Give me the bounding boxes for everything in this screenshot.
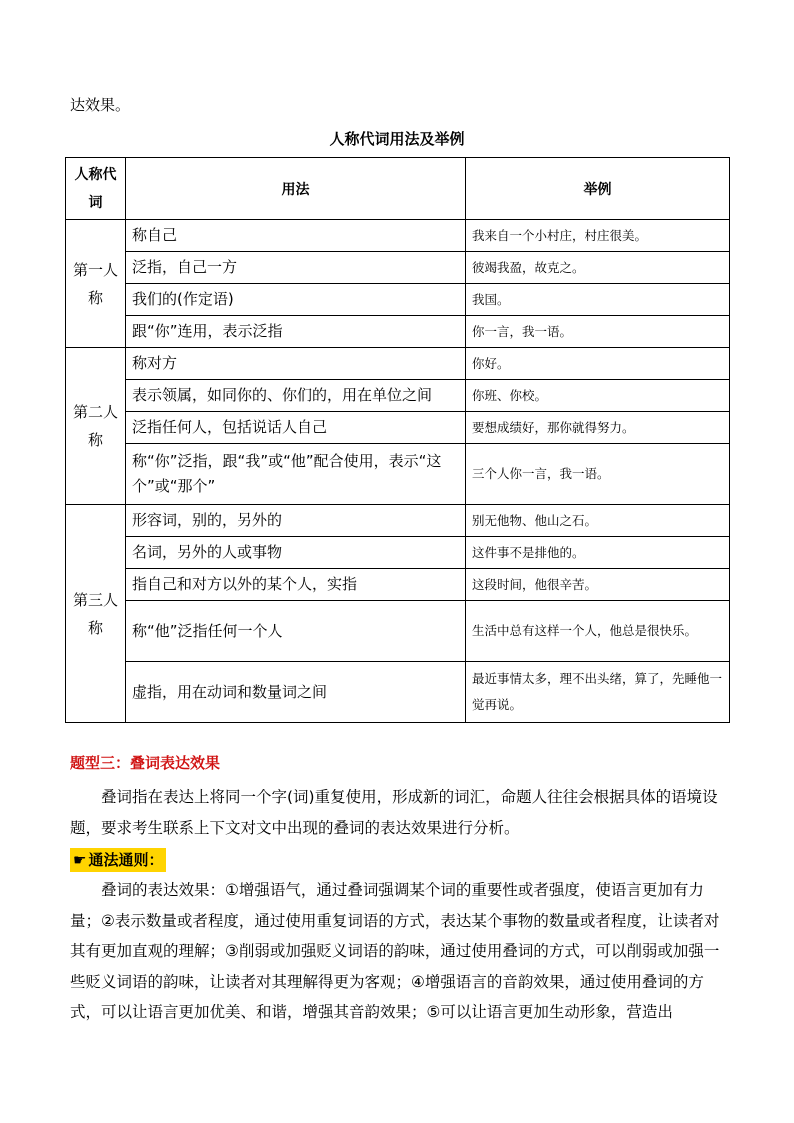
example-cell: 我国。 (466, 284, 730, 316)
usage-cell: 我们的(作定语) (126, 284, 466, 316)
usage-cell: 称“你”泛指，跟“我”或“他”配合使用，表示“这个”或“那个” (126, 444, 466, 505)
usage-cell: 跟“你”连用，表示泛指 (126, 316, 466, 348)
section-body: 叠词的表达效果：①增强语气，通过叠词强调某个词的重要性或者强度，使语言更加有力量；②表示数量或者程度，通过使用重复词语的方式，表达某个事物的数量或者程度，让读者对其有更加直观的理解；③削弱或加强贬义词语的韵味，通过使用叠词的方式，可以削弱或加强一些贬义词语的韵味，让读者对其理解得更为客观；④增强语言的音韵效果，通过使用叠词的方式，可以让语言更加优美、和谐，增强其音韵效果；⑤可以让语言更加生动形象，营造出 (70, 881, 720, 1021)
usage-cell: 形容词，别的，另外的 (126, 505, 466, 537)
usage-cell: 泛指任何人，包括说话人自己 (126, 412, 466, 444)
usage-cell: 称自己 (126, 220, 466, 252)
rule-label-text: 通法通则： (88, 851, 164, 869)
usage-cell: 虚指，用在动词和数量词之间 (126, 662, 466, 723)
table-row (66, 380, 730, 412)
usage-cell: 称对方 (126, 348, 466, 380)
example-cell: 你一言，我一语。 (466, 316, 730, 348)
example-cell: 三个人你一言，我一语。 (466, 444, 730, 505)
person-cell: 第二人称 (66, 348, 126, 505)
header-person: 人称代词 (66, 158, 126, 220)
usage-cell: 名词，另外的人或事物 (126, 537, 466, 569)
example-cell: 这件事不是排他的。 (466, 537, 730, 569)
example-cell: 彼竭我盈，故克之。 (466, 252, 730, 284)
example-cell: 最近事情太多，理不出头绪，算了，先睡他一觉再说。 (466, 662, 730, 723)
section-intro: 叠词指在表达上将同一个字(词)重复使用，形成新的词汇，命题人往往会根据具体的语境设题，要求考生联系上下文对文中出现的叠词的表达效果进行分析。 (70, 788, 718, 837)
table-row (66, 537, 730, 569)
section-title: 题型三：叠词表达效果 (70, 754, 221, 772)
example-cell: 我来自一个小村庄，村庄很美。 (466, 220, 730, 252)
lead-text: 达效果。 (70, 96, 131, 114)
header-usage: 用法 (126, 158, 466, 220)
table-row (66, 316, 730, 348)
table-row (66, 412, 730, 444)
person-cell: 第一人称 (66, 220, 126, 348)
table-row (66, 662, 730, 723)
header-example: 举例 (466, 158, 730, 220)
example-cell: 你好。 (466, 348, 730, 380)
rule-label (70, 848, 166, 872)
usage-cell: 称“他”泛指任何一个人 (126, 601, 466, 662)
pointing-hand-icon: ☛ (73, 851, 87, 869)
usage-cell: 表示领属，如同你的、你们的，用在单位之间 (126, 380, 466, 412)
person-cell: 第三人称 (66, 505, 126, 723)
table-row (66, 601, 730, 662)
table-row (66, 444, 730, 505)
example-cell: 这段时间，他很辛苦。 (466, 569, 730, 601)
usage-cell: 泛指，自己一方 (126, 252, 466, 284)
example-cell: 你班、你校。 (466, 380, 730, 412)
table-row (66, 252, 730, 284)
example-cell: 生活中总有这样一个人，他总是很快乐。 (466, 601, 730, 662)
table-title: 人称代词用法及举例 (329, 130, 465, 148)
table-row (66, 220, 730, 252)
usage-cell: 指自己和对方以外的某个人，实指 (126, 569, 466, 601)
table-row (66, 505, 730, 537)
table-row (66, 569, 730, 601)
table-header-row (66, 158, 730, 220)
table-row (66, 284, 730, 316)
pronoun-table (65, 157, 730, 723)
example-cell: 要想成绩好，那你就得努力。 (466, 412, 730, 444)
table-row (66, 348, 730, 380)
example-cell: 别无他物、他山之石。 (466, 505, 730, 537)
